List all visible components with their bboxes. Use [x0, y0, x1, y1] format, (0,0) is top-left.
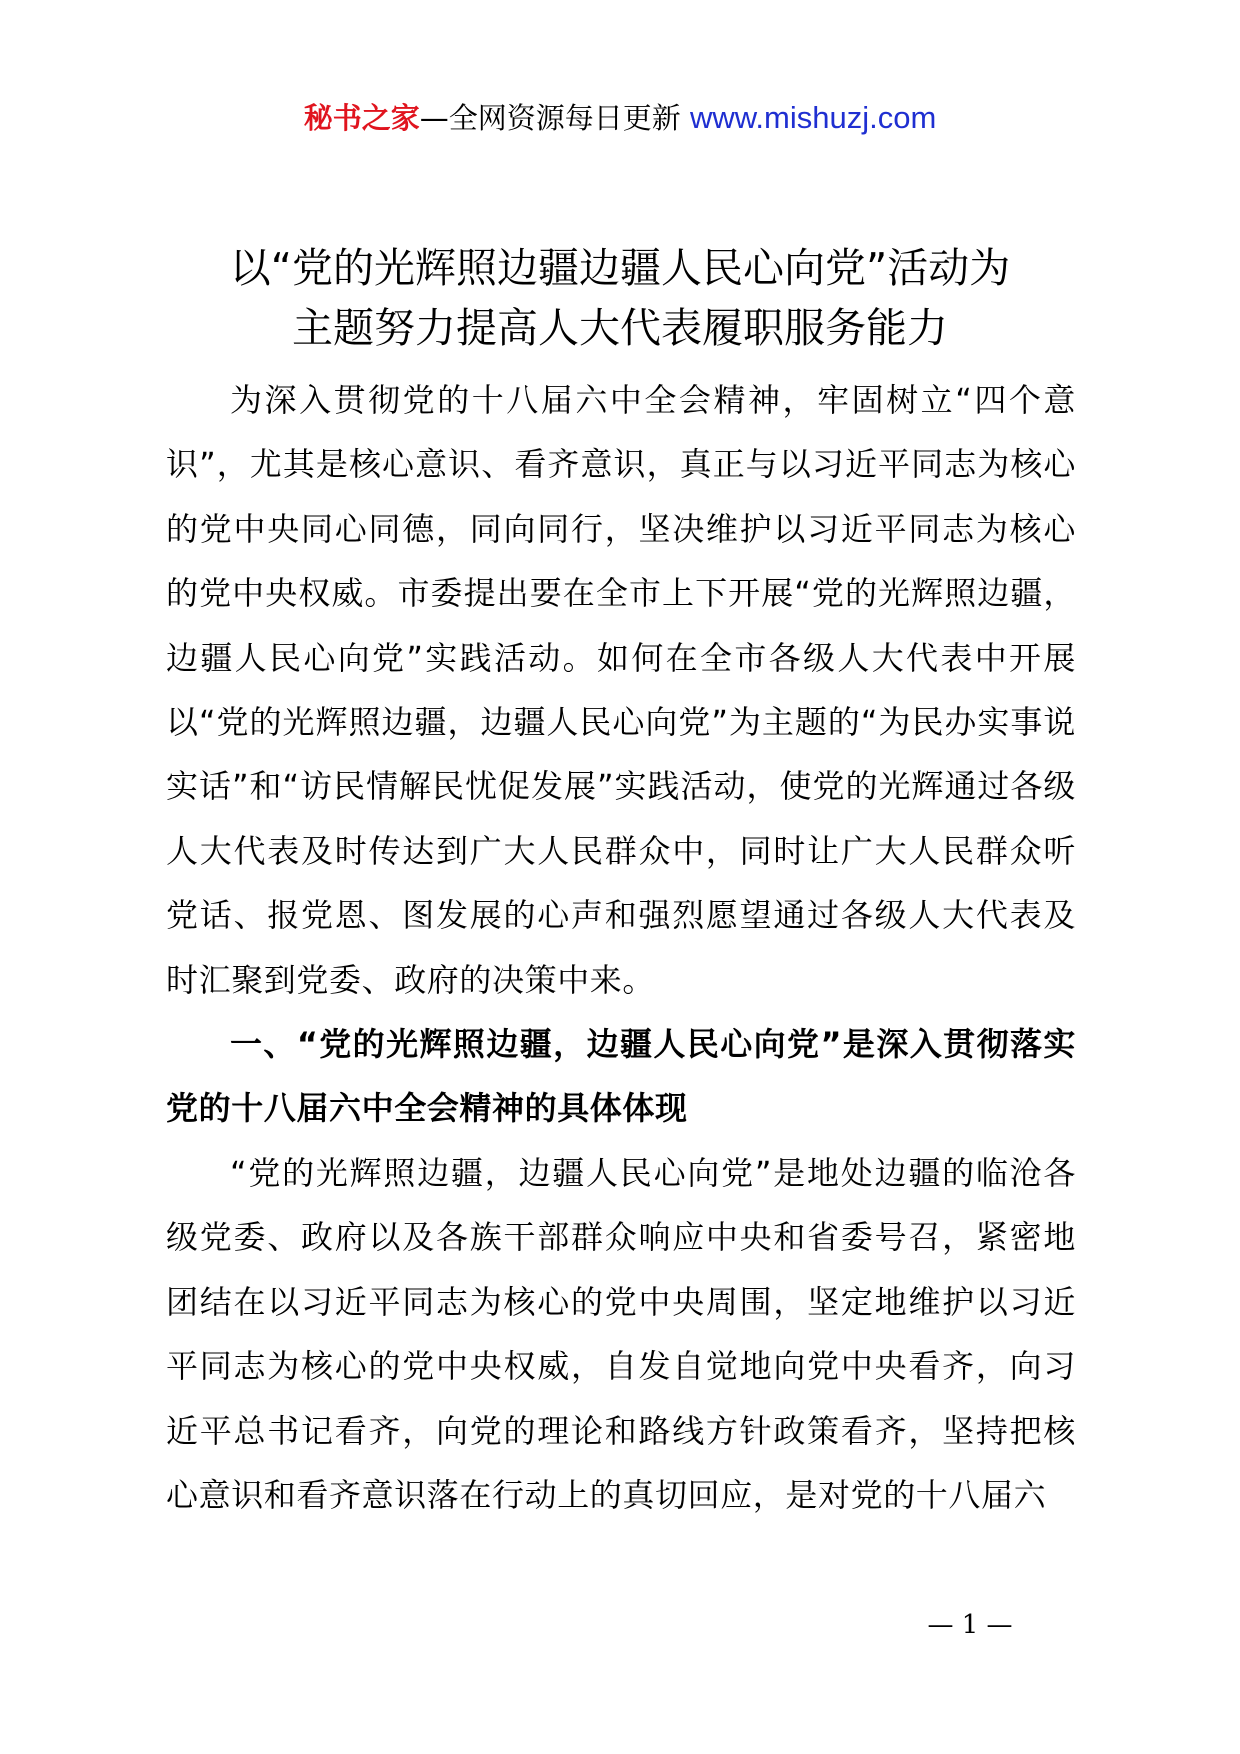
body-paragraph-2: “党的光辉照边疆，边疆人民心向党”是地处边疆的临沧各级党委、政府以及各族干部群众响应中央和省委号召，紧密地团结在以习近平同志为核心的党中央周围，坚定地维护以习近平同志为核心的党中央权威，自发自觉地向党中央看齐，向习近平总书记看齐，向党的理论和路线方针政策看齐，坚持把核心意识和看齐意识落在行动上的真切回应，是对党的十八届六 — [166, 1153, 1076, 1514]
body-paragraph-1: 为深入贯彻党的十八届六中全会精神，牢固树立“四个意识”，尤其是核心意识、看齐意识，真正与以习近平同志为核心的党中央同心同德，同向同行，坚决维护以习近平同志为核心的党中央权威。市委提出要在全市上下开展“党的光辉照边疆，边疆人民心向党”实践活动。如何在全市各级人大代表中开展以“党的光辉照边疆，边疆人民心向党”为主题的“为民办实事说实话”和“访民情解民忧促发展”实践活动，使党的光辉通过各级人大代表及时传达到广大人民群众中，同时让广大人民群众听党话、报党恩、图发展的心声和强烈愿望通过各级人大代表及时汇聚到党委、政府的决策中来。 — [166, 381, 1076, 999]
page-number: — 1 — — [927, 1610, 1013, 1640]
document-title-line-1: 以“党的光辉照边疆边疆人民心向党”活动为 — [229, 244, 1011, 292]
site-banner — [0, 98, 1240, 138]
section-heading-1: 一、“党的光辉照边疆，边疆人民心向党”是深入贯彻落实党的十八届六中全会精神的具体体现 — [166, 1025, 1076, 1128]
banner-slogan: —全网资源每日更新 — [419, 101, 690, 135]
banner-url-link[interactable]: www.mishuzj.com — [689, 100, 937, 135]
document-body — [166, 368, 1076, 1527]
banner-brand: 秘书之家 — [303, 101, 420, 135]
document-title — [150, 238, 1090, 358]
document-title-line-2: 主题努力提高人大代表履职服务能力 — [292, 304, 948, 352]
